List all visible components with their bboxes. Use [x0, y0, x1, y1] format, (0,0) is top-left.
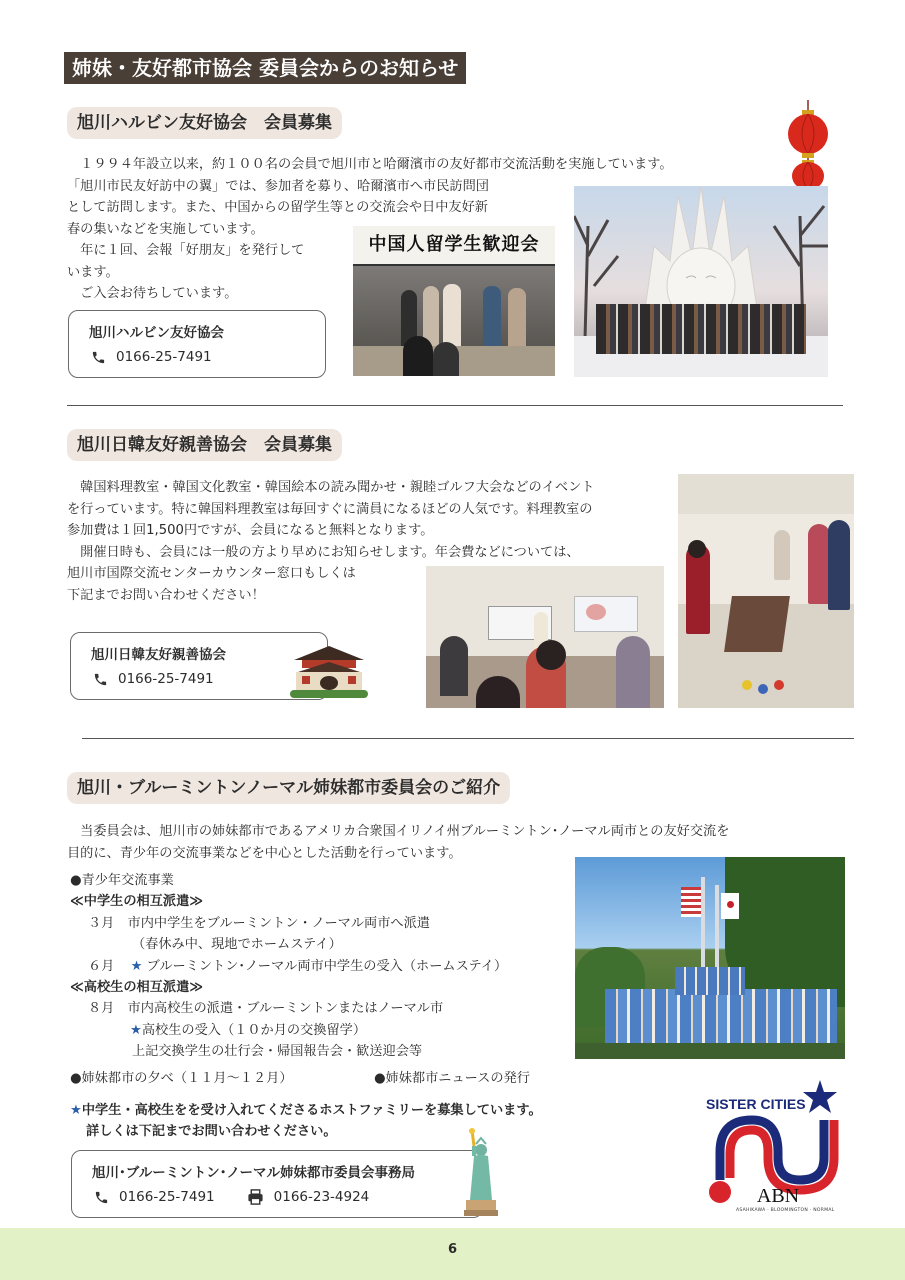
- section-divider: [67, 405, 843, 406]
- hs-events-item: 上記交換学生の壮行会・帰国報告会・歓送迎会等: [132, 1044, 423, 1060]
- photo-group-flags: [575, 857, 845, 1059]
- contact-box-harbin: [68, 310, 326, 378]
- host-family-line-2: 詳しくは下記までお問い合わせください。: [86, 1124, 337, 1139]
- sister-cities-logo: [700, 1078, 850, 1218]
- section2-line: 開催日時も、会員には一般の方より早めにお知らせします。年会費などについては、: [67, 544, 580, 560]
- section-title-harbin: 旭川ハルビン友好協会 会員募集: [67, 107, 342, 139]
- jhs-june-month: ６月: [88, 958, 115, 974]
- section2-line: を行っています。特に韓国料理教室は毎回すぐに満員になるほどの人気です。料理教室の: [67, 501, 593, 517]
- phone-icon: [93, 672, 108, 687]
- hs-aug-item: ８月 市内高校生の派遣・ブルーミントンまたはノーマル市: [88, 1001, 444, 1017]
- section-title-bloomington: 旭川・ブルーミントンノーマル姉妹都市委員会のご紹介: [67, 772, 510, 804]
- logo-subtext: ASAHIKAWA · BLOOMINGTON · NORMAL: [736, 1208, 835, 1213]
- star-icon: ★: [130, 958, 143, 974]
- svg-text:ABN: ABN: [756, 1185, 800, 1207]
- host-family-line: [70, 1100, 542, 1121]
- jhs-exchange-heading: ≪中学生の相互派遣≫: [70, 894, 204, 910]
- contact-name: 旭川･ブルーミントン･ノーマル姉妹都市委員会事務局: [92, 1165, 416, 1181]
- page-number: 6: [447, 1242, 458, 1257]
- contact-phone-number[interactable]: 0166-25-7491: [119, 1189, 215, 1205]
- fax-icon: [247, 1189, 264, 1205]
- section1-line: 「旭川市民友好訪中の翼」では、参加者を募り、哈爾濱市へ市民訪問団: [67, 178, 489, 194]
- section-title-korea: 旭川日韓友好親善協会 会員募集: [67, 429, 342, 461]
- jhs-june-item: [70, 956, 507, 977]
- section2-line: 下記までお問い合わせください！: [67, 587, 265, 603]
- section3-intro-line: 目的に、青少年の交流事業などを中心とした活動を行っています。: [67, 845, 462, 861]
- host-family-text: 中学生・高校生をを受け入れてくださるホストファミリーを募集しています。: [81, 1103, 542, 1118]
- section1-line: 春の集いなどを実施しています。: [67, 221, 264, 237]
- photo-student-welcome: [353, 226, 555, 376]
- hs-exchange-heading: ≪高校生の相互派遣≫: [70, 980, 204, 996]
- news-item: ●姉妹都市ニュースの発行: [374, 1071, 530, 1086]
- section-divider: [82, 738, 854, 739]
- contact-name: 旭川ハルビン友好協会: [89, 325, 224, 341]
- hs-receive-item: [70, 1020, 507, 1041]
- photo-culture-class: [426, 566, 664, 708]
- statue-of-liberty-illustration: [462, 1128, 500, 1218]
- jhs-march-item: ３月 市内中学生をブルーミントン・ノーマル両市へ派遣: [88, 915, 430, 931]
- contact-fax-number: 0166-23-4924: [273, 1189, 370, 1205]
- photo-snow-sculpture: [574, 186, 828, 377]
- page-title: 姉妹・友好都市協会 委員会からのお知らせ: [64, 52, 466, 84]
- section3-intro-line: 当委員会は、旭川市の姉妹都市であるアメリカ合衆国イリノイ州ブルーミントン･ノーマル両市との友好交流を: [67, 824, 730, 839]
- phone-icon: [91, 350, 106, 365]
- hs-receive-text: 高校生の受入（１０か月の交換留学）: [141, 1022, 367, 1038]
- logo-text: SISTER CITIES: [706, 1096, 806, 1112]
- section1-line: として訪問します。また、中国からの留学生等との交流会や日中友好新: [67, 200, 488, 215]
- logo-emblem: [700, 1078, 850, 1218]
- photo-event-hall: [678, 474, 854, 708]
- section2-line: 参加費は１回1,500円ですが、会員になると無料となります。: [67, 523, 434, 538]
- section2-line: 韓国料理教室・韓国文化教室・韓国絵本の読み聞かせ・親睦ゴルフ大会などのイベント: [67, 480, 595, 495]
- evening-item: ●姉妹都市の夕べ（１１月～１２月）: [70, 1071, 293, 1086]
- youth-exchange-heading: ●青少年交流事業: [70, 873, 174, 888]
- contact-phone-number[interactable]: 0166-25-7491: [116, 349, 212, 365]
- welcome-banner: 中国人留学生歓迎会: [353, 226, 555, 266]
- jhs-june-text: ブルーミントン･ノーマル両市中学生の受入（ホームステイ）: [146, 958, 508, 974]
- star-icon: ★: [130, 1022, 142, 1038]
- jhs-march-note: （春休み中、現地でホームステイ）: [132, 937, 342, 953]
- phone-icon: [94, 1190, 109, 1205]
- section1-line: います。: [67, 264, 119, 280]
- contact-phone-number[interactable]: 0166-25-7491: [118, 671, 214, 687]
- section1-line: １９９４年設立以来，約１００名の会員で旭川市と哈爾濱市の友好都市交流活動を実施しています。: [67, 157, 673, 172]
- section1-line: 年に１回、会報「好朋友」を発行して: [67, 243, 305, 258]
- section1-line: ご入会お待ちしています。: [67, 286, 238, 301]
- star-icon: ★: [70, 1103, 82, 1118]
- section2-line: 旭川市国際交流センターカウンター窓口もしくは: [67, 566, 356, 581]
- contact-box-bloomington: [71, 1150, 483, 1218]
- contact-name: 旭川日韓友好親善協会: [91, 647, 226, 663]
- korean-gate-illustration: [290, 642, 368, 698]
